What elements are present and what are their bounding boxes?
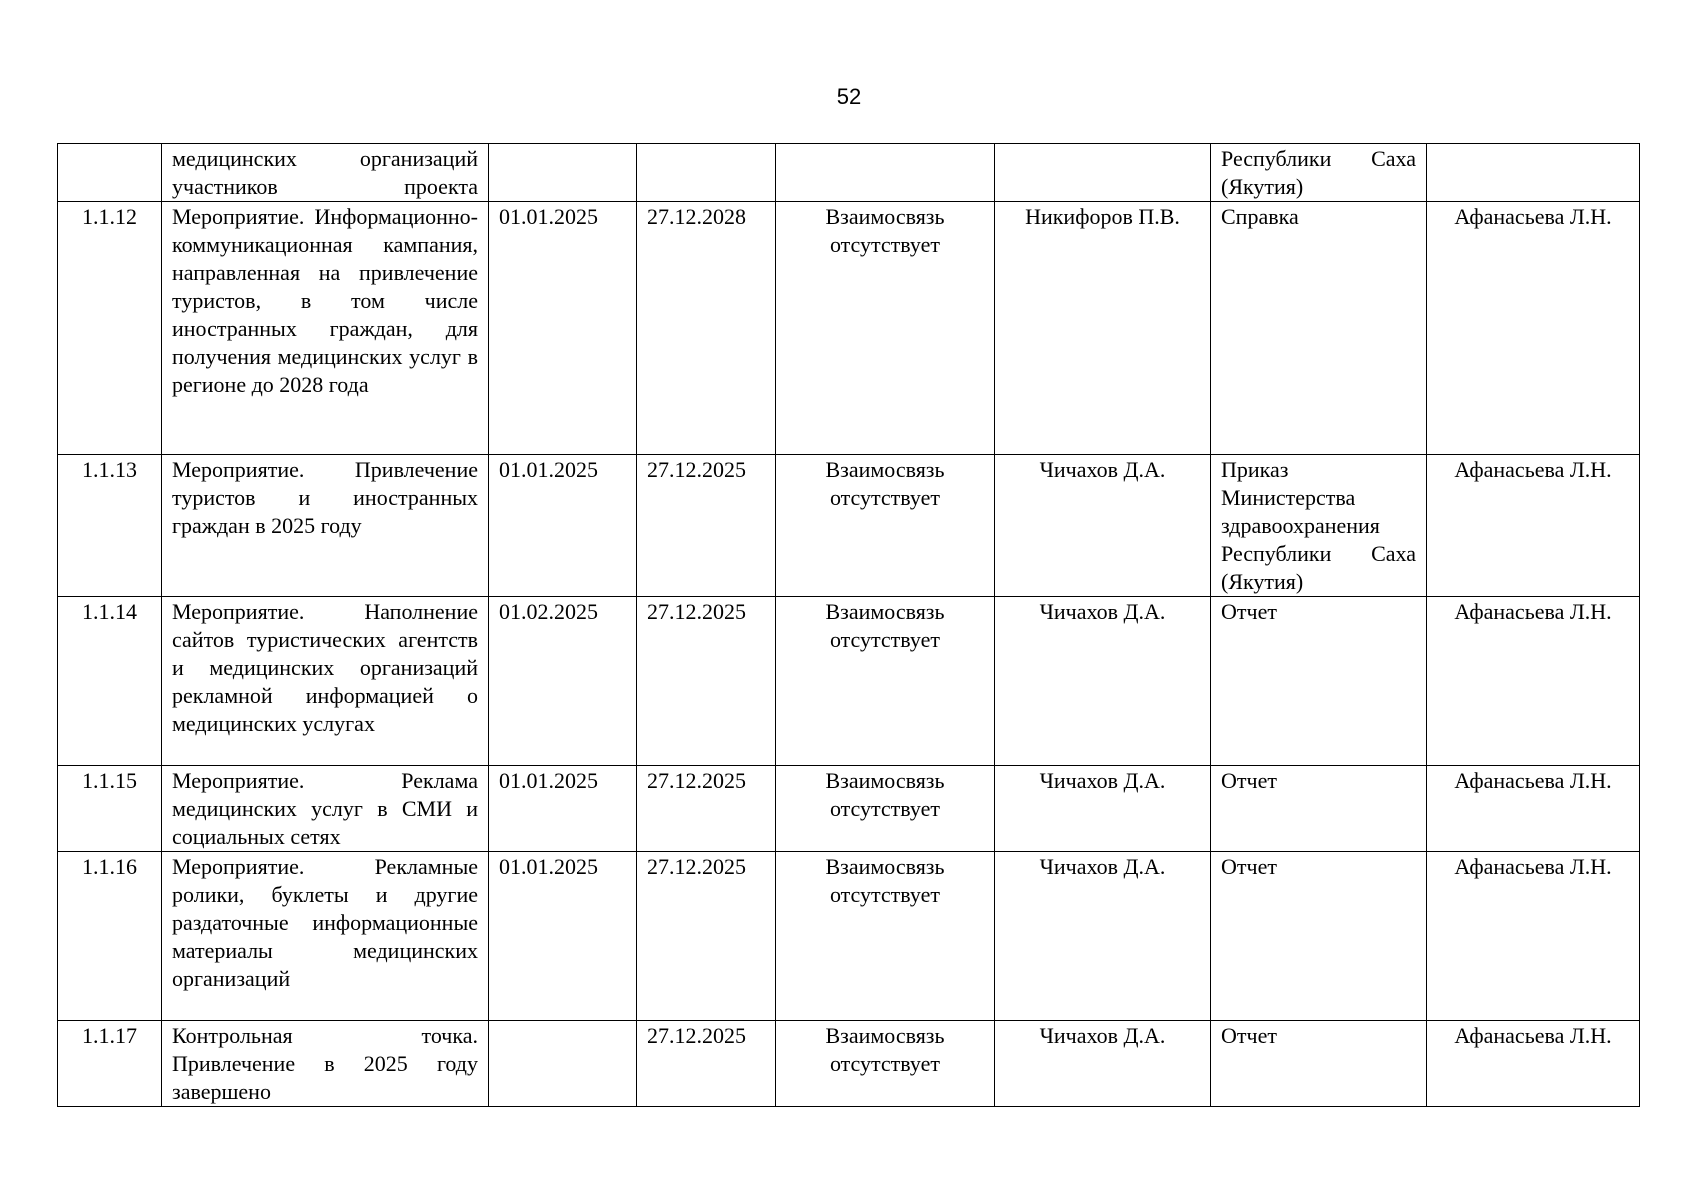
start-date-cell: 01.01.2025 <box>489 766 637 852</box>
relationship-cell: Взаимосвязь отсутствует <box>776 766 995 852</box>
row-number-cell: 1.1.14 <box>58 597 162 766</box>
responsible-cell: Чичахов Д.А. <box>995 597 1211 766</box>
page-number: 52 <box>836 84 862 109</box>
start-date-cell: 01.02.2025 <box>489 597 637 766</box>
event-name-cell: Мероприятие. Наполнение сайтов туристических агентств и медицинских организаций рекламной информацией о медицинских услугах <box>162 597 489 766</box>
event-name-cell: Мероприятие. Привлечение туристов и иностранных граждан в 2025 году <box>162 455 489 597</box>
relationship-cell: Взаимосвязь отсутствует <box>776 202 995 455</box>
event-name-cell: Контрольная точка. Привлечение в 2025 году завершено <box>162 1021 489 1107</box>
row-number-cell: 1.1.12 <box>58 202 162 455</box>
relationship-cell <box>776 144 995 202</box>
document-cell: Отчет <box>1211 852 1427 1021</box>
controller-cell: Афанасьева Л.Н. <box>1427 455 1640 597</box>
end-date-cell <box>637 144 776 202</box>
end-date-cell: 27.12.2028 <box>637 202 776 455</box>
responsible-cell: Чичахов Д.А. <box>995 1021 1211 1107</box>
table-row <box>58 455 1640 597</box>
controller-cell <box>1427 144 1640 202</box>
row-number-cell: 1.1.15 <box>58 766 162 852</box>
table-row <box>58 1021 1640 1107</box>
event-name-cell: Мероприятие. Информационно-коммуникационная кампания, направленная на привлечение туристов, в том числе иностранных граждан, для получения медицинских услуг в регионе до 2028 года <box>162 202 489 455</box>
table-row <box>58 597 1640 766</box>
end-date-cell: 27.12.2025 <box>637 852 776 1021</box>
end-date-cell: 27.12.2025 <box>637 455 776 597</box>
document-cell: Республики Саха (Якутия) <box>1211 144 1427 202</box>
controller-cell: Афанасьева Л.Н. <box>1427 766 1640 852</box>
document-cell: Справка <box>1211 202 1427 455</box>
relationship-cell: Взаимосвязь отсутствует <box>776 1021 995 1107</box>
relationship-cell: Взаимосвязь отсутствует <box>776 455 995 597</box>
start-date-cell: 01.01.2025 <box>489 202 637 455</box>
table-row <box>58 852 1640 1021</box>
controller-cell: Афанасьева Л.Н. <box>1427 202 1640 455</box>
responsible-cell: Чичахов Д.А. <box>995 766 1211 852</box>
start-date-cell: 01.01.2025 <box>489 852 637 1021</box>
responsible-cell: Никифоров П.В. <box>995 202 1211 455</box>
row-number-cell: 1.1.16 <box>58 852 162 1021</box>
document-cell: Отчет <box>1211 766 1427 852</box>
end-date-cell: 27.12.2025 <box>637 766 776 852</box>
row-number-cell: 1.1.17 <box>58 1021 162 1107</box>
responsible-cell: Чичахов Д.А. <box>995 852 1211 1021</box>
start-date-cell <box>489 1021 637 1107</box>
event-name-cell: медицинских организаций участников проекта <box>162 144 489 202</box>
document-cell: Приказ Министерства здравоохранения Республики Саха (Якутия) <box>1211 455 1427 597</box>
relationship-cell: Взаимосвязь отсутствует <box>776 597 995 766</box>
responsible-cell <box>995 144 1211 202</box>
row-number-cell: 1.1.13 <box>58 455 162 597</box>
document-cell: Отчет <box>1211 597 1427 766</box>
event-name-cell: Мероприятие. Рекламные ролики, буклеты и другие раздаточные информационные материалы медицинских организаций <box>162 852 489 1021</box>
controller-cell: Афанасьева Л.Н. <box>1427 1021 1640 1107</box>
relationship-cell: Взаимосвязь отсутствует <box>776 852 995 1021</box>
table-row <box>58 766 1640 852</box>
row-number-cell <box>58 144 162 202</box>
start-date-cell: 01.01.2025 <box>489 455 637 597</box>
table-row <box>58 202 1640 455</box>
event-name-cell: Мероприятие. Реклама медицинских услуг в СМИ и социальных сетях <box>162 766 489 852</box>
responsible-cell: Чичахов Д.А. <box>995 455 1211 597</box>
controller-cell: Афанасьева Л.Н. <box>1427 597 1640 766</box>
table-row <box>58 144 1640 202</box>
document-cell: Отчет <box>1211 1021 1427 1107</box>
controller-cell: Афанасьева Л.Н. <box>1427 852 1640 1021</box>
end-date-cell: 27.12.2025 <box>637 597 776 766</box>
start-date-cell <box>489 144 637 202</box>
end-date-cell: 27.12.2025 <box>637 1021 776 1107</box>
plan-table <box>57 143 1640 1107</box>
